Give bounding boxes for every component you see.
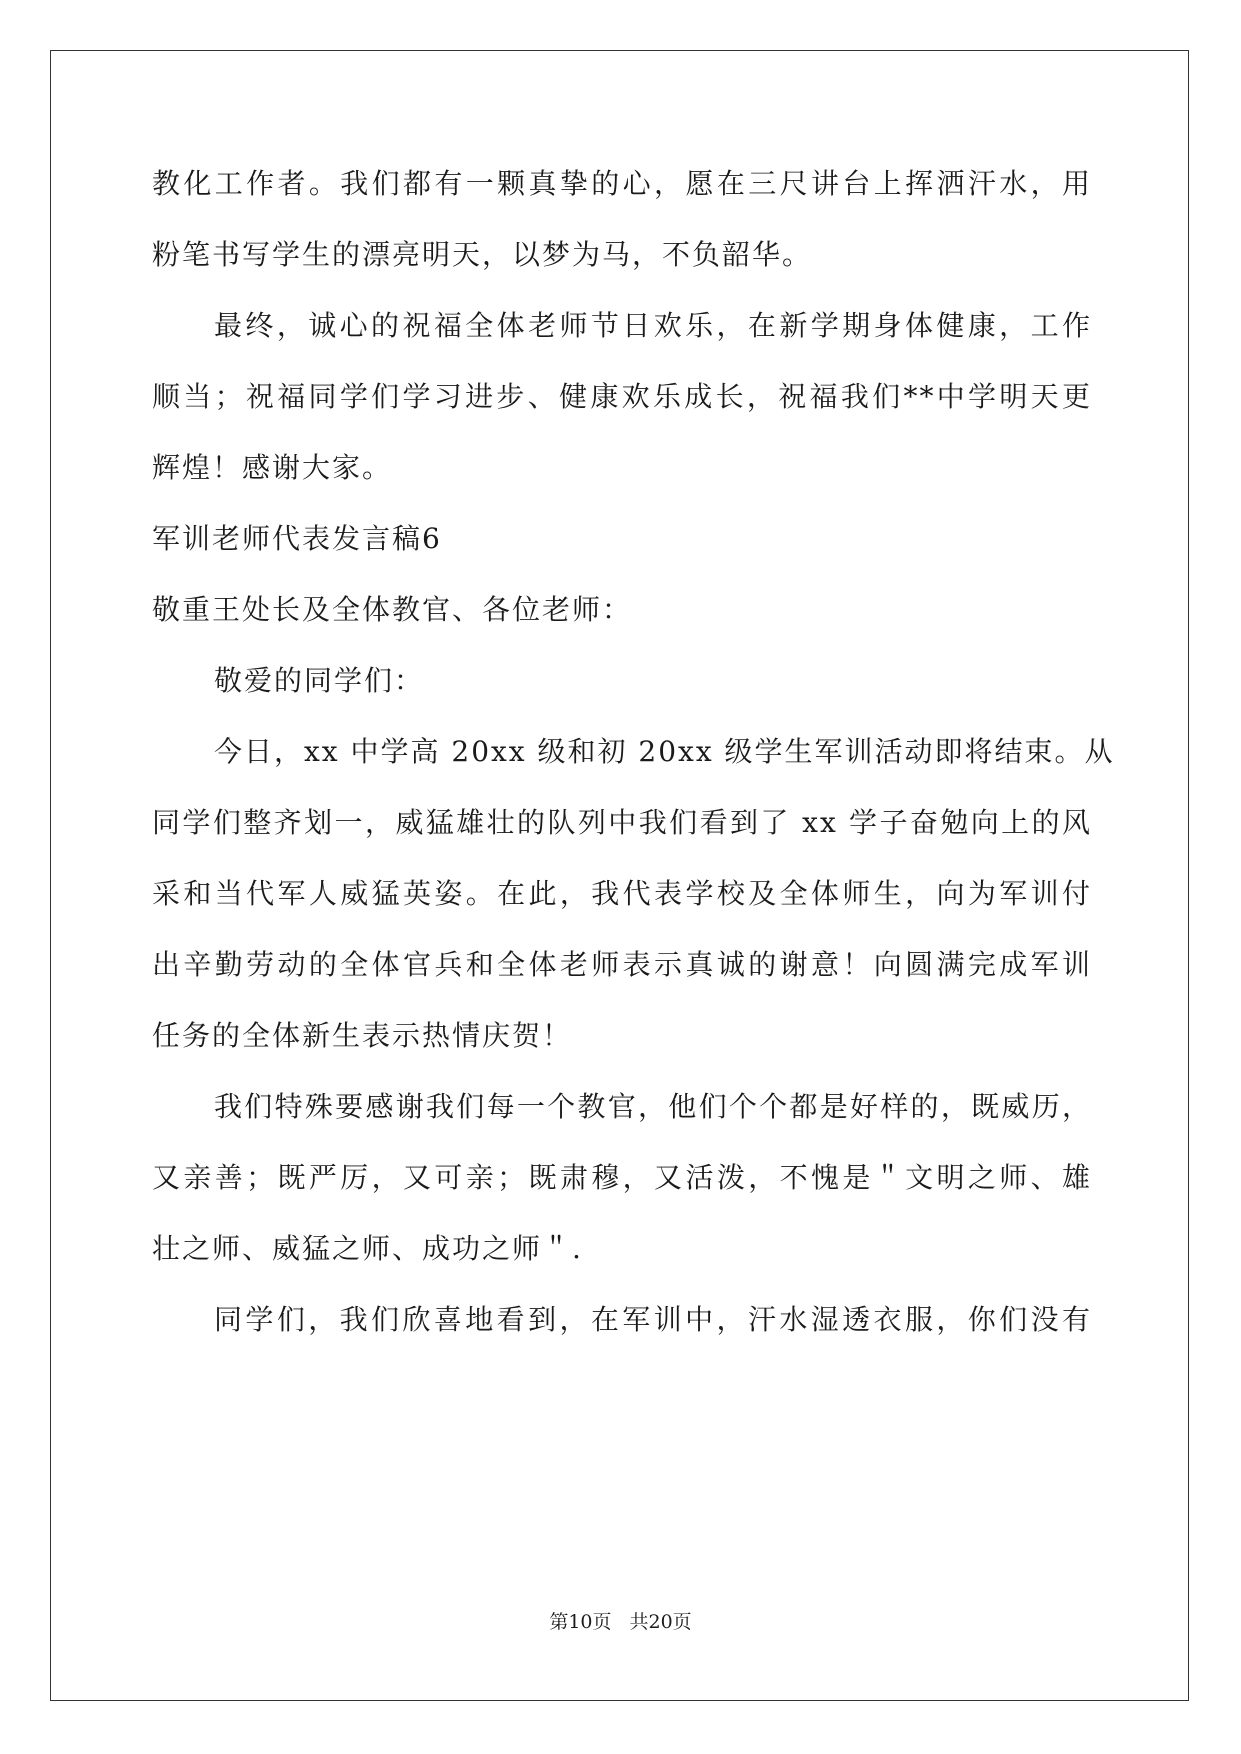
paragraph-line: 出辛勤劳动的全体官兵和全体老师表示真诚的谢意！向圆满完成军训 [152,948,1092,981]
paragraph-line: 同学们，我们欣喜地看到，在军训中，汗水湿透衣服，你们没有 [214,1303,1092,1336]
paragraph-line: 壮之师、威猛之师、成功之师＂. [152,1232,583,1265]
salutation: 敬爱的同学们： [214,664,425,697]
paragraph-line: 最终，诚心的祝福全体老师节日欢乐，在新学期身体健康，工作 [214,309,1092,342]
paragraph-line: 粉笔书写学生的漂亮明天，以梦为马，不负韶华。 [152,238,813,271]
page-number: 第10页 [549,1611,612,1633]
paragraph-line: 教化工作者。我们都有一颗真挚的心，愿在三尺讲台上挥洒汗水，用 [152,167,1092,200]
paragraph-line: 今日，xx 中学高 20xx 级和初 20xx 级学生军训活动即将结束。从 [214,735,1115,768]
paragraph-line: 辉煌！感谢大家。 [152,451,393,484]
section-title: 军训老师代表发言稿6 [152,522,442,555]
paragraph-line: 我们特殊要感谢我们每一个教官，他们个个都是好样的，既威历， [214,1090,1092,1123]
page-total: 共20页 [629,1611,692,1633]
paragraph-line: 又亲善；既严厉，又可亲；既肃穆，又活泼，不愧是＂文明之师、雄 [152,1161,1092,1194]
paragraph-line: 采和当代军人威猛英姿。在此，我代表学校及全体师生，向为军训付 [152,877,1092,910]
paragraph-line: 同学们整齐划一，威猛雄壮的队列中我们看到了 xx 学子奋勉向上的风 [152,806,1092,839]
page-footer [0,1610,1241,1634]
salutation: 敬重王处长及全体教官、各位老师： [152,593,633,626]
paragraph-line: 任务的全体新生表示热情庆贺！ [152,1019,573,1052]
paragraph-line: 顺当；祝福同学们学习进步、健康欢乐成长，祝福我们**中学明天更 [152,380,1092,413]
